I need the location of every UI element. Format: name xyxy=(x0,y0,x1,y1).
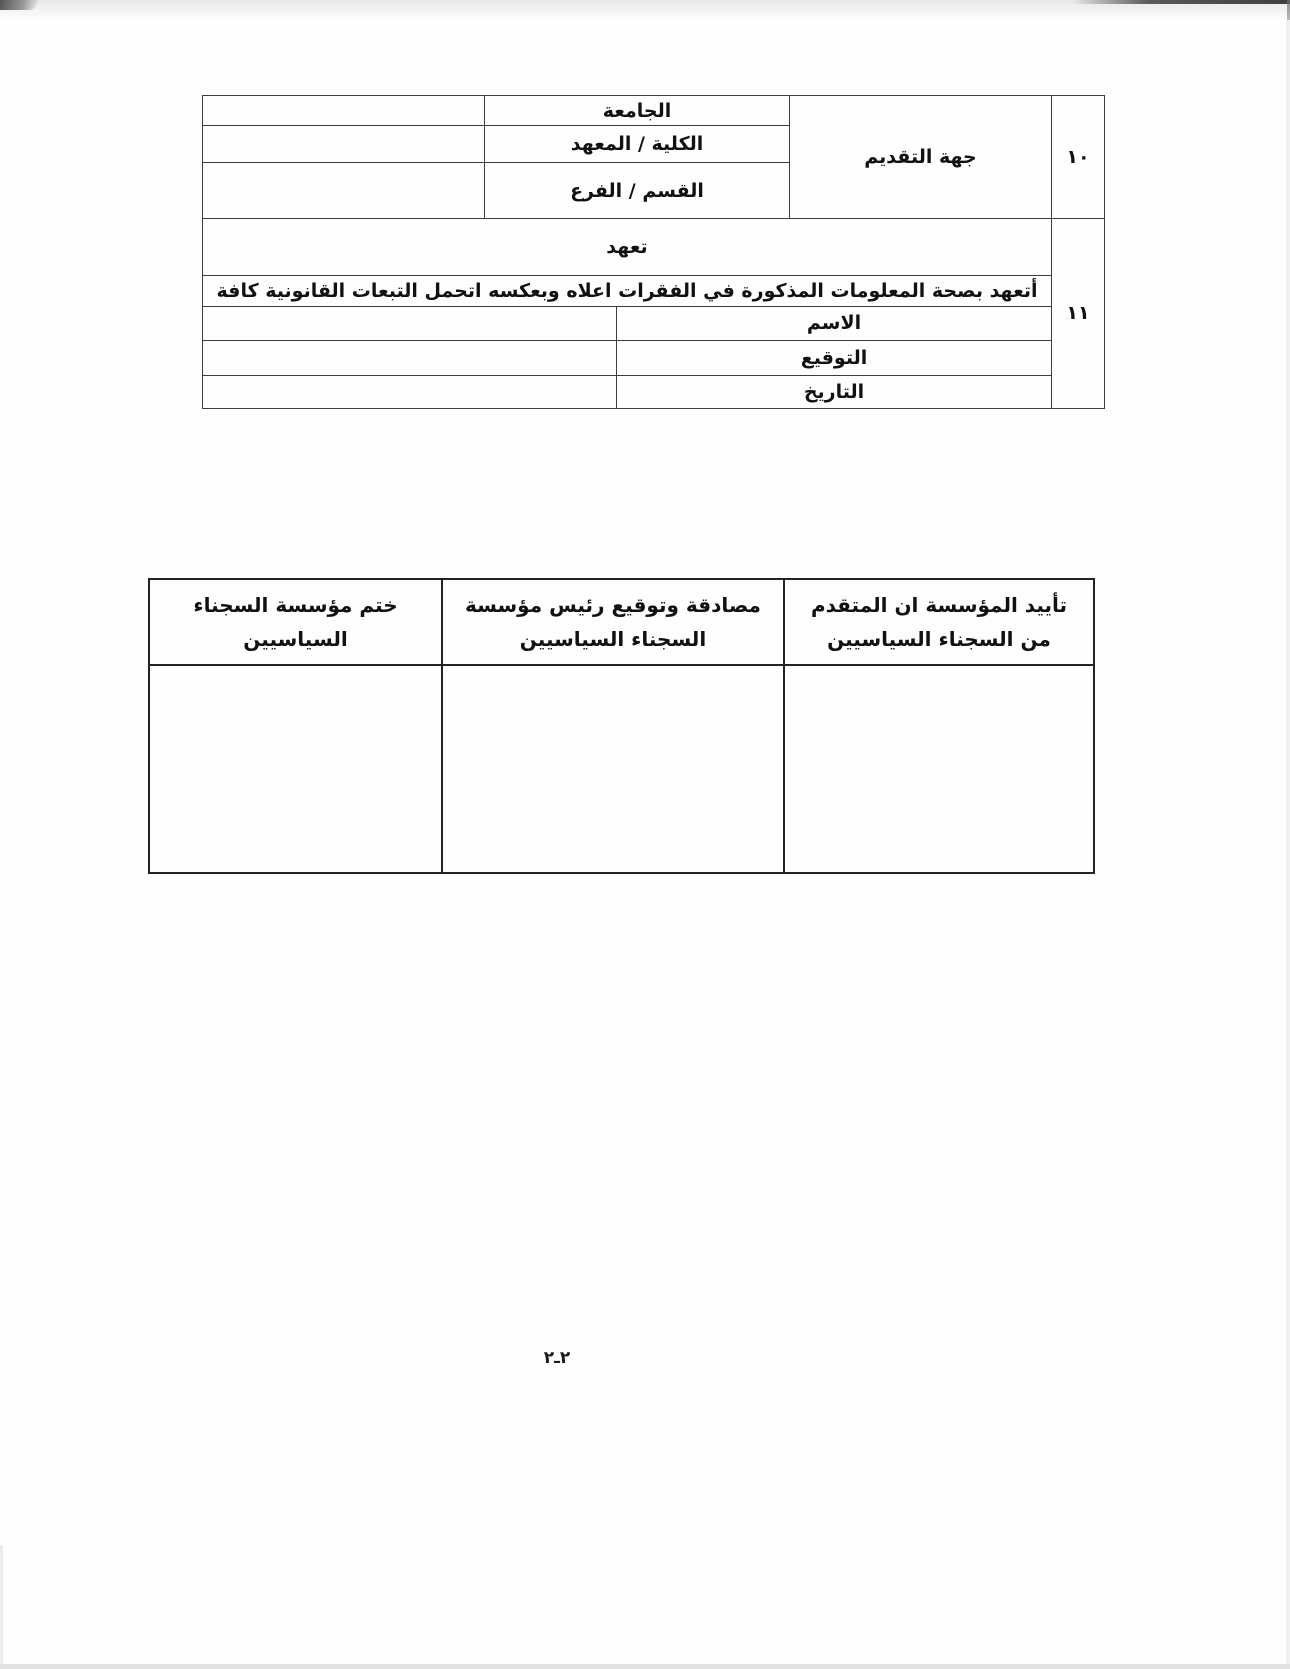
item-number-11: ١١ xyxy=(1052,218,1105,408)
item-number-10: ١٠ xyxy=(1052,96,1105,219)
table-row xyxy=(202,218,1104,275)
endorsement-header-row xyxy=(149,579,1094,665)
department-branch-value-cell xyxy=(203,163,485,219)
foundation-confirmation-cell xyxy=(784,665,1094,873)
scan-artifact-top-right-line xyxy=(1072,0,1290,4)
table-row xyxy=(202,375,1104,408)
foundation-stamp-header: ختم مؤسسة السجناء السياسيين xyxy=(149,579,442,665)
scan-artifact-bottom-edge xyxy=(0,1664,1290,1669)
table-row xyxy=(203,96,1105,126)
scan-artifact-left-edge xyxy=(0,1545,3,1664)
university-label: الجامعة xyxy=(485,96,790,126)
signature-label: التوقيع xyxy=(617,340,1052,375)
date-label: التاريخ xyxy=(617,375,1052,408)
endorsement-body-row xyxy=(149,665,1094,873)
endorsement-table-wrap xyxy=(150,578,1095,874)
president-signature-header: مصادقة وتوقيع رئيس مؤسسة السجناء السياسيين xyxy=(442,579,784,665)
university-value-cell xyxy=(203,96,485,126)
endorsement-table xyxy=(148,578,1095,874)
scan-artifact-corner-top-left xyxy=(0,0,38,10)
college-institute-label: الكلية / المعهد xyxy=(485,126,790,163)
scan-artifact-right-edge xyxy=(1286,20,1290,1664)
table-row xyxy=(202,275,1104,306)
table-row xyxy=(202,340,1104,375)
date-value-cell xyxy=(202,375,616,408)
table-row xyxy=(202,306,1104,340)
president-signature-cell xyxy=(442,665,784,873)
application-form-table xyxy=(203,95,1105,409)
pledge-statement: أتعهد بصحة المعلومات المذكورة في الفقرات اعلاه وبعكسه اتحمل التبعات القانونية كافة xyxy=(202,275,1051,306)
submission-entity-label: جهة التقديم xyxy=(790,96,1052,219)
page-number: ٢ـ٢ xyxy=(543,1348,571,1368)
name-label: الاسم xyxy=(617,306,1052,340)
pledge-section-table xyxy=(202,218,1105,409)
college-institute-value-cell xyxy=(203,126,485,163)
foundation-confirmation-header: تأييد المؤسسة ان المتقدم من السجناء السياسيين xyxy=(784,579,1094,665)
pledge-title: تعهد xyxy=(202,218,1051,275)
foundation-stamp-cell xyxy=(149,665,442,873)
signature-value-cell xyxy=(202,340,616,375)
department-branch-label: القسم / الفرع xyxy=(485,163,790,219)
submission-section-table xyxy=(202,95,1105,219)
name-value-cell xyxy=(202,306,616,340)
